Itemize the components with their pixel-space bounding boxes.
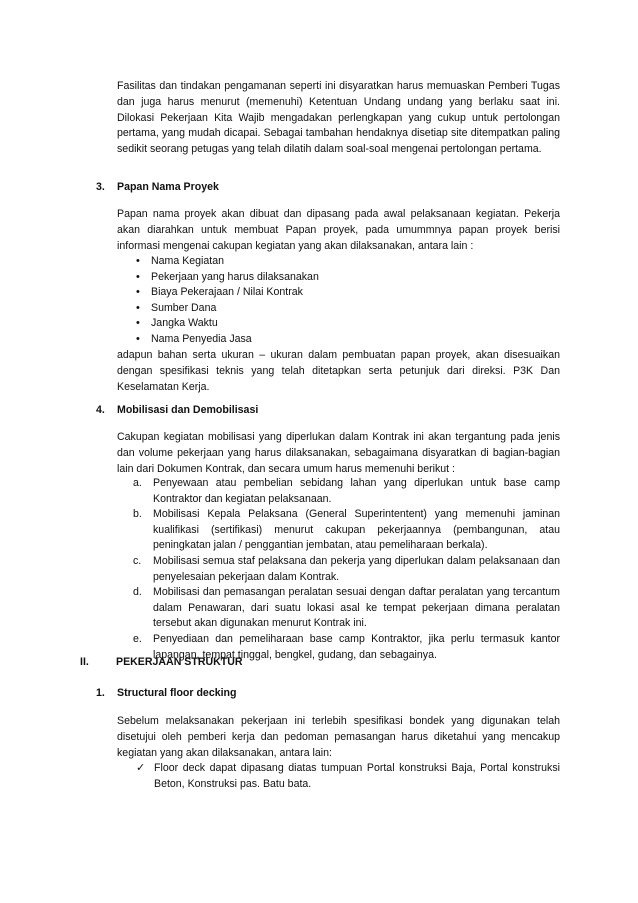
alpha-item-text: Mobilisasi dan pemasangan peralatan sesuai dengan daftar peralatan yang tercantum dalam Penawaran, dari suatu lokasi asal ke tempat pekerjaan dimana peralatan tersebut akan digunakan menurut Kontrak ini. — [153, 586, 560, 630]
section-3-number: 3. — [96, 181, 105, 193]
intro-paragraph: Fasilitas dan tindakan pengamanan seperti ini disyaratkan harus memuaskan Pemberi Tugas dan juga harus menurut (memenuhi) Ketentuan Undang undang yang berlaku saat ini. Dilokasi Pekerjaan Kita Wajib mengadakan perlengkapan yang cukup untuk pertolongan pertama, yang mudah dicapai. Sebagai tambahan hendaknya disetiap site ditempatkan paling sedikit seorang petugas yang telah dilatih dalam soal-soal mengenai pertolongan pertama. — [117, 80, 560, 156]
alpha-item — [133, 476, 560, 507]
section-3-bullet-list-block — [135, 254, 555, 348]
bullet-item: • Nama Kegiatan — [135, 254, 555, 270]
section-4-body-block — [117, 430, 560, 477]
part-2-number: II. — [80, 656, 89, 668]
alpha-item — [133, 554, 560, 585]
section-3-title: Papan Nama Proyek — [117, 181, 219, 193]
alpha-item-text: Penyediaan dan pemeliharaan base camp Kontraktor, jika perlu termasuk kantor lapangan, tempat tinggal, bengkel, gudang, dan sebagainya. — [153, 632, 560, 661]
alpha-item — [133, 507, 560, 554]
sub-1-check-list-block — [135, 761, 560, 793]
alpha-item-marker: c. — [133, 554, 142, 567]
bullet-item: • Nama Penyedia Jasa — [135, 332, 555, 348]
sub-1-title: Structural floor decking — [117, 687, 237, 699]
checkmark-icon: ✓ — [136, 762, 146, 774]
section-4-number: 4. — [96, 404, 105, 416]
section-4-title: Mobilisasi dan Demobilisasi — [117, 404, 259, 416]
alpha-item-text: Mobilisasi semua staf pelaksana dan pekerja yang diperlukan dalam pelaksanaan dan penyelesaian pekerjaan dalam Kontrak. — [153, 554, 560, 583]
bullet-item: • Pekerjaan yang harus dilaksanakan — [135, 270, 555, 286]
sub-1-check-list — [135, 761, 560, 793]
part-2-title: PEKERJAAN STRUKTUR — [116, 656, 243, 668]
section-3-bullet-list — [135, 254, 555, 348]
section-4-alpha-list-block — [133, 476, 560, 663]
bullet-item: • Jangka Waktu — [135, 316, 555, 332]
section-3-closing-block — [117, 348, 560, 395]
check-item — [135, 761, 560, 793]
alpha-item-text: Penyewaan atau pembelian sebidang lahan yang diperlukan untuk base camp Kontraktor dan kegiatan pelaksanaan. — [153, 477, 560, 505]
alpha-item-marker: b. — [133, 508, 142, 521]
section-3-closing: adapun bahan serta ukuran – ukuran dalam pembuatan papan proyek, akan disesuaikan dengan spesifikasi teknis yang telah ditetapkan serta petunjuk dari direksi. P3K Dan Keselamatan Kerja. — [117, 349, 560, 393]
alpha-item-text: Mobilisasi Kepala Pelaksana (General Superintentent) yang memenuhi jaminan kualifikasi (sertifikasi) menurut cakupan pekerjaannya (pembangunan, atau peningkatan jalan / penggantian jembatan, atau pemeliharaan berkala). — [153, 508, 560, 552]
alpha-item-marker: a. — [133, 477, 142, 489]
section-3-body: Papan nama proyek akan dibuat dan dipasang pada awal pelaksanaan kegiatan. Pekerja akan diarahkan untuk membuat Papan proyek, pada umummnya papan proyek berisi informasi mengenai cakupan kegiatan yang akan dilaksanakan, antara lain : — [117, 208, 560, 252]
alpha-item-marker: d. — [133, 586, 142, 599]
alpha-item — [133, 585, 560, 632]
alpha-item-marker: e. — [133, 632, 142, 645]
bullet-item: • Sumber Dana — [135, 301, 555, 317]
check-item-text: Floor deck dapat dipasang diatas tumpuan Portal konstruksi Baja, Portal konstruksi Beton, Konstruksi pas. Batu bata. — [154, 762, 560, 790]
sub-1-body: Sebelum melaksanakan pekerjaan ini terlebih spesifikasi bondek yang digunakan telah disetujui oleh pemberi kerja dan pedoman pemasangan harus diketahui yang mencakup kegiatan yang akan dilaksanakan, antara lain: — [117, 715, 560, 759]
intro-paragraph-block — [117, 79, 560, 158]
sub-1-body-block — [117, 714, 560, 761]
section-4-alpha-list — [133, 476, 560, 663]
section-4-body: Cakupan kegiatan mobilisasi yang diperlukan dalam Kontrak ini akan tergantung pada jenis dan volume pekerjaan yang harus dilaksanakan, sebagaimana disyaratkan di bagian-bagian lain dari Dokumen Kontrak, dan secara umum harus memenuhi berikut : — [117, 431, 560, 475]
section-3-body-block — [117, 207, 560, 254]
sub-1-number: 1. — [96, 687, 105, 699]
bullet-item: • Biaya Pekerajaan / Nilai Kontrak — [135, 285, 555, 301]
